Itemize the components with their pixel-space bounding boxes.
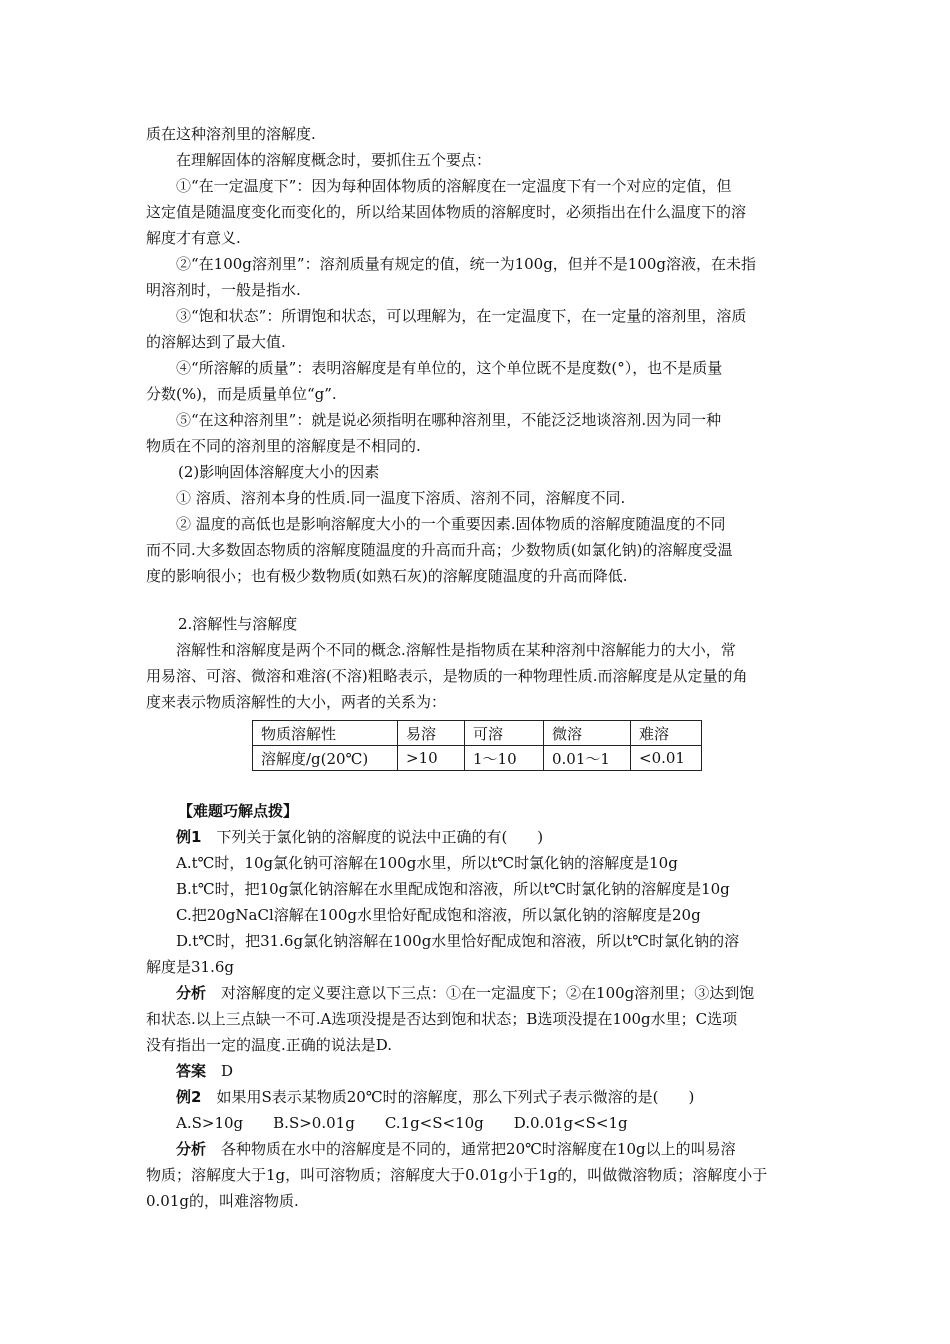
table-cell: <0.01: [631, 746, 702, 771]
option-b: B.t℃时，把10g氯化钠溶解在水里配成饱和溶液，所以t℃时氯化钠的溶解度是10g: [176, 880, 730, 898]
text-line: 而不同.大多数固态物质的溶解度随温度的升高而升高；少数物质(如氯化钠)的溶解度受温: [146, 541, 733, 559]
text-line: 和状态.以上三点缺一不可.A选项没提是否达到饱和状态；B选项没提在100g水里；C选项: [146, 1010, 738, 1028]
example-1-analysis: [176, 982, 754, 1004]
text-line: ② 温度的高低也是影响溶解度大小的一个重要因素.固体物质的溶解度随温度的不同: [176, 515, 726, 533]
solubility-table: [252, 720, 702, 771]
table-cell: 易溶: [398, 721, 465, 746]
table-cell: 0.01～1: [544, 746, 631, 771]
section-heading: 2.溶解性与溶解度: [178, 615, 298, 633]
question-text: 下列关于氯化钠的溶解度的说法中正确的有( ): [216, 828, 544, 846]
option-a: A.S>10g: [176, 1114, 244, 1132]
option-b: B.S>0.01g: [273, 1114, 355, 1132]
table-cell: 溶解度/g(20℃): [253, 746, 398, 771]
text-line: ②“在100g溶剂里”：溶剂质量有规定的值，统一为100g，但并不是100g溶液，在未指: [176, 255, 757, 273]
example-label: 例1: [176, 828, 202, 846]
answer-value: D: [221, 1062, 234, 1080]
analysis-text: 对溶解度的定义要注意以下三点：①在一定温度下；②在100g溶剂里；③达到饱: [221, 984, 755, 1002]
answer-label: 答案: [176, 1062, 207, 1080]
option-a: A.t℃时，10g氯化钠可溶解在100g水里，所以t℃时氯化钠的溶解度是10g: [176, 854, 678, 872]
text-line: ⑤“在这种溶剂里”：就是说必须指明在哪种溶剂里，不能泛泛地谈溶剂.因为同一种: [176, 411, 722, 429]
analysis-text: 各种物质在水中的溶解度是不同的，通常把20℃时溶解度在10g以上的叫易溶: [221, 1140, 736, 1158]
text-line: 的溶解达到了最大值.: [146, 333, 286, 351]
option-d: D.t℃时，把31.6g氯化钠溶解在100g水里恰好配成饱和溶液，所以t℃时氯化钠的溶: [176, 932, 740, 950]
example-2-analysis: [176, 1138, 736, 1160]
text-line: ③“饱和状态”：所谓饱和状态，可以理解为，在一定温度下，在一定量的溶剂里，溶质: [176, 307, 747, 325]
text-line: ①“在一定温度下”：因为每种固体物质的溶解度在一定温度下有一个对应的定值，但: [176, 177, 732, 195]
text-line: 分数(%)，而是质量单位“g”.: [146, 385, 337, 403]
text-line: 度的影响很小；也有极少数物质(如熟石灰)的溶解度随温度的升高而降低.: [146, 567, 628, 585]
example-2-options: [176, 1112, 628, 1134]
text-line: 没有指出一定的温度.正确的说法是D.: [146, 1036, 393, 1054]
section-title: 【难题巧解点拨】: [178, 802, 299, 820]
text-line: ④“所溶解的质量”：表明溶解度是有单位的，这个单位既不是度数(°），也不是质量: [176, 359, 723, 377]
table-cell: 1～10: [465, 746, 544, 771]
question-text: 如果用S表示某物质20℃时的溶解度，那么下列式子表示微溶的是( ): [216, 1088, 695, 1106]
example-1-question: [176, 826, 543, 848]
text-line: 物质在不同的溶剂里的溶解度是不相同的.: [146, 437, 421, 455]
analysis-label: 分析: [176, 1140, 207, 1158]
table-row: [253, 746, 702, 771]
option-c: C.把20gNaCl溶解在100g水里恰好配成饱和溶液，所以氯化钠的溶解度是20g: [176, 906, 701, 924]
table-row: [253, 721, 702, 746]
text-line: 质在这种溶剂里的溶解度.: [146, 125, 316, 143]
table-cell: 可溶: [465, 721, 544, 746]
analysis-label: 分析: [176, 984, 207, 1002]
text-line: 明溶剂时，一般是指水.: [146, 281, 301, 299]
text-line: 用易溶、可溶、微溶和难溶(不溶)粗略表示，是物质的一种物理性质.而溶解度是从定量的角: [146, 667, 748, 685]
text-line: 解度才有意义.: [146, 229, 241, 247]
text-line: 0.01g的，叫难溶物质.: [146, 1192, 299, 1210]
example-2-question: [176, 1086, 694, 1108]
subsection-heading: (2)影响固体溶解度大小的因素: [178, 463, 380, 481]
table-cell: 难溶: [631, 721, 702, 746]
text-line: 溶解性和溶解度是两个不同的概念.溶解性是指物质在某种溶剂中溶解能力的大小，常: [176, 641, 736, 659]
example-label: 例2: [176, 1088, 202, 1106]
text-line: 这定值是随温度变化而变化的，所以给某固体物质的溶解度时，必须指出在什么温度下的溶: [146, 203, 747, 221]
option-d-continued: 解度是31.6g: [146, 958, 235, 976]
text-line: ① 溶质、溶剂本身的性质.同一温度下溶质、溶剂不同，溶解度不同.: [176, 489, 626, 507]
text-line: 物质；溶解度大于1g，叫可溶物质；溶解度大于0.01g小于1g的，叫做微溶物质；溶解度小于: [146, 1166, 768, 1184]
option-d: D.0.01g<S<1g: [513, 1114, 628, 1132]
text-line: 度来表示物质溶解性的大小，两者的关系为：: [146, 693, 447, 711]
table-cell: 物质溶解性: [253, 721, 398, 746]
option-c: C.1g<S<10g: [384, 1114, 484, 1132]
table-cell: 微溶: [544, 721, 631, 746]
table-cell: >10: [398, 746, 465, 771]
text-line: 在理解固体的溶解度概念时，要抓住五个要点：: [176, 151, 492, 169]
example-1-answer: [176, 1060, 233, 1082]
